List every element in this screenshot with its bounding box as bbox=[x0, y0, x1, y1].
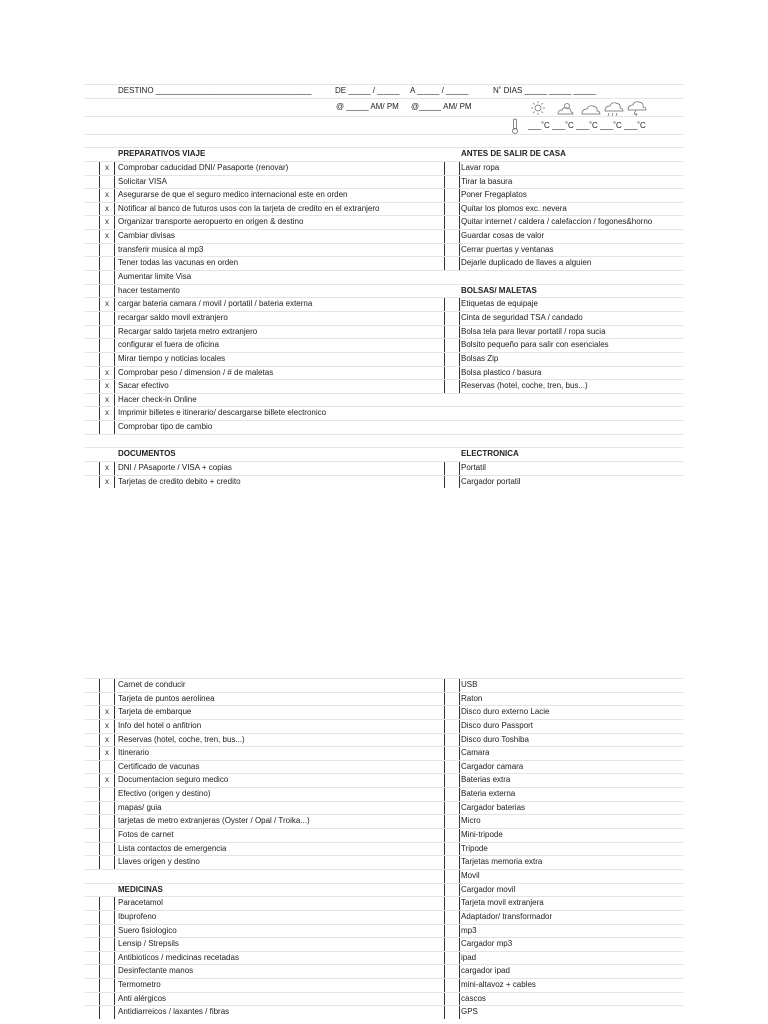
item-label: Bolsa tela para llevar portatil / ropa sucia bbox=[461, 326, 606, 336]
item-label: Solicitar VISA bbox=[118, 176, 167, 186]
item-label: Disco duro Passport bbox=[461, 720, 534, 730]
checklist-row bbox=[85, 951, 683, 965]
checklist-row bbox=[85, 420, 683, 434]
checkbox[interactable] bbox=[99, 856, 115, 869]
num-days-field[interactable]: N˚ DIAS _____ _____ _____ bbox=[493, 86, 596, 95]
checkbox[interactable] bbox=[444, 965, 460, 978]
item-label: Desinfectante manos bbox=[118, 966, 194, 976]
checkbox[interactable] bbox=[99, 353, 115, 366]
checklist-row bbox=[85, 964, 683, 978]
section-title: BOLSAS/ MALETAS bbox=[461, 285, 537, 295]
checkbox[interactable] bbox=[444, 176, 460, 189]
checklist-row bbox=[85, 188, 683, 202]
item-label: USB bbox=[461, 680, 478, 689]
item-label: Hacer check-in Online bbox=[118, 394, 197, 404]
checklist-row bbox=[85, 719, 683, 733]
item-label: Documentacion seguro medico bbox=[118, 775, 229, 785]
checklist-row bbox=[85, 297, 683, 311]
checkbox[interactable] bbox=[444, 476, 460, 489]
checkbox[interactable] bbox=[99, 829, 115, 842]
item-label: Antidiarreicos / laxantes / fibras bbox=[118, 1007, 230, 1017]
item-label: Lensip / Strepsils bbox=[118, 939, 179, 949]
item-label: Tarjeta de embarque bbox=[118, 707, 192, 717]
item-label: Portatil bbox=[461, 463, 486, 473]
item-label: Cerrar puertas y ventanas bbox=[461, 244, 554, 254]
checkbox[interactable] bbox=[99, 679, 115, 692]
checklist-row bbox=[85, 869, 683, 883]
checkbox[interactable] bbox=[444, 734, 460, 747]
item-label: Carnet de conducir bbox=[118, 680, 186, 689]
checkbox[interactable] bbox=[444, 747, 460, 760]
checkbox[interactable] bbox=[444, 216, 460, 229]
checkbox[interactable] bbox=[99, 815, 115, 828]
checkbox[interactable]: x bbox=[99, 367, 115, 380]
checklist-row bbox=[85, 256, 683, 270]
item-label: Bolsa plastico / basura bbox=[461, 367, 542, 377]
checklist-row bbox=[85, 896, 683, 910]
item-label: Itinerario bbox=[118, 748, 150, 758]
checklist-row bbox=[85, 379, 683, 393]
item-label: Adaptador/ transformador bbox=[461, 911, 553, 921]
storm-cloud-icon bbox=[628, 101, 646, 116]
checklist-row bbox=[85, 828, 683, 842]
checklist-row bbox=[85, 202, 683, 216]
checkbox[interactable]: x bbox=[99, 298, 115, 311]
item-label: Suero fisiologico bbox=[118, 925, 177, 935]
item-label: Cargador baterias bbox=[461, 802, 526, 812]
checkbox[interactable] bbox=[444, 897, 460, 910]
sun-icon bbox=[531, 101, 545, 115]
checkbox[interactable] bbox=[444, 230, 460, 243]
checkbox[interactable] bbox=[99, 979, 115, 992]
checkbox[interactable] bbox=[99, 244, 115, 257]
checklist-row bbox=[85, 692, 683, 706]
checkbox[interactable]: x bbox=[99, 407, 115, 420]
checkbox[interactable] bbox=[99, 788, 115, 801]
checkbox[interactable] bbox=[99, 421, 115, 434]
checkbox[interactable]: x bbox=[99, 747, 115, 760]
checklist-row bbox=[85, 883, 683, 897]
checkbox[interactable] bbox=[99, 693, 115, 706]
checkbox[interactable] bbox=[99, 257, 115, 270]
checkbox[interactable] bbox=[99, 1006, 115, 1019]
checklist-row bbox=[85, 229, 683, 243]
checklist-row bbox=[85, 434, 683, 448]
item-label: ipad bbox=[461, 952, 477, 962]
checklist-row bbox=[85, 746, 683, 760]
checkbox[interactable] bbox=[444, 720, 460, 733]
checklist-row bbox=[85, 937, 683, 951]
item-label: Cinta de seguridad TSA / candado bbox=[461, 312, 583, 322]
checklist-row bbox=[85, 801, 683, 815]
checkbox[interactable] bbox=[444, 815, 460, 828]
checkbox[interactable]: x bbox=[99, 462, 115, 475]
checklist-row bbox=[85, 406, 683, 420]
checklist-row bbox=[85, 393, 683, 407]
checkbox[interactable] bbox=[444, 706, 460, 719]
checkbox[interactable] bbox=[444, 162, 460, 175]
item-label: Notificar al banco de futuros usos con la tarjeta de credito en el extranjero bbox=[118, 203, 380, 213]
arrival-time-field[interactable]: @_____ AM/ PM bbox=[411, 101, 472, 111]
item-label: tarjetas de metro extranjeras (Oyster / Opal / Troika...) bbox=[118, 816, 310, 826]
bottom-checklist bbox=[85, 678, 683, 1019]
item-label: cascos bbox=[461, 993, 486, 1003]
checklist-row bbox=[85, 842, 683, 856]
checkbox[interactable] bbox=[99, 993, 115, 1006]
checkbox[interactable] bbox=[444, 802, 460, 815]
checklist-sheet-bottom bbox=[85, 678, 683, 1019]
section-title: MEDICINAS bbox=[118, 884, 163, 894]
item-label: Micro bbox=[461, 816, 481, 826]
checklist-row bbox=[85, 705, 683, 719]
item-label: mp3 bbox=[461, 925, 477, 935]
checkbox[interactable]: x bbox=[99, 216, 115, 229]
item-label: Organizar transporte aeropuerto en origen & destino bbox=[118, 217, 304, 227]
checkbox[interactable]: x bbox=[99, 203, 115, 216]
checkbox[interactable] bbox=[99, 339, 115, 352]
checklist-row bbox=[85, 733, 683, 747]
checkbox[interactable] bbox=[444, 1006, 460, 1019]
item-label: Dejarle duplicado de llaves a alguien bbox=[461, 258, 592, 268]
checkbox[interactable] bbox=[99, 925, 115, 938]
checklist-row bbox=[85, 147, 683, 161]
checkbox[interactable] bbox=[444, 952, 460, 965]
item-label: Termometro bbox=[118, 980, 161, 990]
item-label: mini-altavoz + cables bbox=[461, 980, 536, 990]
item-label: Mirar tiempo y noticias locales bbox=[118, 353, 226, 363]
checkbox[interactable] bbox=[99, 312, 115, 325]
checkbox[interactable]: x bbox=[99, 706, 115, 719]
destino-field[interactable]: DESTINO ___________________________________ bbox=[118, 86, 312, 95]
item-label: Poner Fregaplatos bbox=[461, 190, 527, 200]
checkbox[interactable] bbox=[444, 326, 460, 339]
checkbox[interactable] bbox=[99, 897, 115, 910]
checkbox[interactable] bbox=[444, 774, 460, 787]
section-title: PREPARATIVOS VIAJE bbox=[118, 149, 206, 159]
checkbox[interactable]: x bbox=[99, 734, 115, 747]
weather-icons-svg bbox=[525, 99, 650, 117]
checkbox[interactable]: x bbox=[99, 189, 115, 202]
checkbox[interactable] bbox=[444, 993, 460, 1006]
item-label: Ibuprofeno bbox=[118, 911, 157, 921]
item-label: GPS bbox=[461, 1007, 478, 1017]
item-label: Tripode bbox=[461, 843, 488, 853]
checklist-row bbox=[85, 270, 683, 284]
checkbox[interactable] bbox=[444, 244, 460, 257]
cloud-icon bbox=[582, 105, 600, 113]
checklist-row bbox=[85, 311, 683, 325]
item-label: transferir musica al mp3 bbox=[118, 244, 204, 254]
checkbox[interactable] bbox=[444, 693, 460, 706]
item-label: Quitar internet / caldera / calefaccion / fogones&horno bbox=[461, 217, 653, 227]
item-label: Antibioticos / medicinas recetadas bbox=[118, 952, 239, 962]
checkbox[interactable] bbox=[444, 870, 460, 883]
checklist-row bbox=[85, 475, 683, 489]
item-label: Cargador mp3 bbox=[461, 939, 513, 949]
rain-cloud-icon bbox=[605, 102, 623, 115]
item-label: cargador ipad bbox=[461, 966, 510, 976]
partly-cloudy-icon bbox=[558, 103, 573, 114]
item-label: Cargador movil bbox=[461, 884, 516, 894]
item-label: Tarjeta de puntos aerolinea bbox=[118, 693, 215, 703]
item-label: Llaves origen y destino bbox=[118, 857, 200, 867]
checklist-row bbox=[85, 366, 683, 380]
checklist-row bbox=[85, 978, 683, 992]
checkbox[interactable] bbox=[444, 979, 460, 992]
checklist-row bbox=[85, 773, 683, 787]
checklist-row bbox=[85, 461, 683, 475]
item-label: Tarjetas memoria extra bbox=[461, 857, 543, 867]
item-label: Imprimir billetes e itinerario/ descargarse billete electronico bbox=[118, 408, 327, 418]
checkbox[interactable]: x bbox=[99, 476, 115, 489]
section-title: ANTES DE SALIR DE CASA bbox=[461, 149, 566, 159]
checklist-row bbox=[85, 284, 683, 298]
checkbox[interactable]: x bbox=[99, 720, 115, 733]
item-label: Info del hotel o anfitrion bbox=[118, 720, 202, 730]
item-label: Cambiar divisas bbox=[118, 231, 175, 241]
item-label: Reservas (hotel, coche, tren, bus...) bbox=[461, 381, 588, 391]
item-label: Bateria externa bbox=[461, 789, 516, 799]
item-label: Paracetamol bbox=[118, 898, 163, 908]
checkbox[interactable] bbox=[444, 925, 460, 938]
checkbox[interactable] bbox=[99, 176, 115, 189]
checkbox[interactable] bbox=[444, 380, 460, 393]
item-label: Tener todas las vacunas en orden bbox=[118, 258, 239, 268]
date-to-field[interactable]: A _____ / _____ bbox=[410, 86, 469, 95]
top-checklist bbox=[85, 147, 683, 488]
item-label: Tirar la basura bbox=[461, 176, 513, 186]
checkbox[interactable] bbox=[99, 911, 115, 924]
checkbox[interactable] bbox=[444, 189, 460, 202]
item-label: Movil bbox=[461, 870, 480, 880]
checklist-row bbox=[85, 855, 683, 869]
checkbox[interactable] bbox=[444, 203, 460, 216]
checkbox[interactable] bbox=[444, 679, 460, 692]
item-label: Camara bbox=[461, 748, 490, 758]
checkbox[interactable] bbox=[444, 462, 460, 475]
checkbox[interactable] bbox=[444, 938, 460, 951]
checkbox[interactable] bbox=[444, 353, 460, 366]
checklist-row bbox=[85, 924, 683, 938]
item-label: recargar saldo movil extranjero bbox=[118, 312, 228, 322]
item-label: Disco duro externo Lacie bbox=[461, 707, 550, 717]
checkbox[interactable] bbox=[99, 326, 115, 339]
checkbox[interactable]: x bbox=[99, 230, 115, 243]
checklist-row bbox=[85, 338, 683, 352]
checkbox[interactable]: x bbox=[99, 394, 115, 407]
checkbox[interactable] bbox=[444, 843, 460, 856]
item-label: Cargador portatil bbox=[461, 476, 521, 486]
item-label: Quitar los plomos exc. nevera bbox=[461, 203, 567, 213]
item-label: Comprobar caducidad DNI/ Pasaporte (renovar) bbox=[118, 162, 289, 172]
checklist-row bbox=[85, 215, 683, 229]
departure-time-field[interactable]: @ _____ AM/ PM bbox=[336, 101, 399, 111]
checklist-row bbox=[85, 992, 683, 1006]
checklist-row bbox=[85, 243, 683, 257]
item-label: Comprobar tipo de cambio bbox=[118, 422, 213, 432]
item-label: cargar bateria camara / movil / portatil / bateria externa bbox=[118, 299, 313, 309]
checkbox[interactable]: x bbox=[99, 774, 115, 787]
checkbox[interactable] bbox=[444, 257, 460, 270]
checklist-row bbox=[85, 352, 683, 366]
item-label: Tarjeta movil extranjera bbox=[461, 898, 544, 908]
item-label: Fotos de carnet bbox=[118, 830, 174, 840]
checklist-row bbox=[85, 678, 683, 692]
checkbox[interactable] bbox=[99, 843, 115, 856]
checklist-row bbox=[85, 760, 683, 774]
item-label: Cargador camara bbox=[461, 761, 524, 771]
checkbox[interactable] bbox=[444, 911, 460, 924]
item-label: Anti alérgicos bbox=[118, 993, 167, 1003]
checkbox[interactable] bbox=[444, 367, 460, 380]
checkbox[interactable] bbox=[444, 339, 460, 352]
header-row-3 bbox=[85, 116, 683, 134]
item-label: Asegurarse de que el seguro medico internacional este en orden bbox=[118, 190, 348, 200]
section-title: DOCUMENTOS bbox=[118, 449, 176, 459]
checkbox[interactable] bbox=[99, 802, 115, 815]
checkbox[interactable] bbox=[444, 856, 460, 869]
item-label: Disco duro Toshiba bbox=[461, 734, 529, 744]
checkbox[interactable] bbox=[444, 312, 460, 325]
spacer-row bbox=[85, 134, 683, 148]
checkbox[interactable] bbox=[444, 298, 460, 311]
checkbox[interactable]: x bbox=[99, 380, 115, 393]
checklist-row bbox=[85, 447, 683, 461]
item-label: Sacar efectivo bbox=[118, 381, 169, 391]
checkbox[interactable] bbox=[99, 761, 115, 774]
item-label: configurar el fuera de oficina bbox=[118, 340, 219, 350]
checklist-row bbox=[85, 175, 683, 189]
checkbox[interactable] bbox=[99, 952, 115, 965]
item-label: Efectivo (origen y destino) bbox=[118, 789, 211, 799]
checkbox[interactable] bbox=[444, 788, 460, 801]
checklist-row bbox=[85, 161, 683, 175]
item-label: Lista contactos de emergencia bbox=[118, 843, 227, 853]
item-label: Mini-tripode bbox=[461, 830, 503, 840]
checklist-row bbox=[85, 787, 683, 801]
item-label: Etiquetas de equipaje bbox=[461, 299, 538, 309]
checklist-row bbox=[85, 325, 683, 339]
item-label: Recargar saldo tarjeta metro extranjero bbox=[118, 326, 258, 336]
item-label: Baterias extra bbox=[461, 775, 511, 785]
checklist-row bbox=[85, 814, 683, 828]
checkbox[interactable] bbox=[99, 271, 115, 284]
item-label: Bolsas Zip bbox=[461, 353, 499, 363]
item-label: hacer testamento bbox=[118, 285, 180, 295]
checkbox[interactable] bbox=[444, 761, 460, 774]
checkbox[interactable] bbox=[99, 965, 115, 978]
item-label: DNI / PAsaporte / VISA + copias bbox=[118, 463, 232, 473]
item-label: Certificado de vacunas bbox=[118, 761, 200, 771]
item-label: Reservas (hotel, coche, tren, bus...) bbox=[118, 734, 245, 744]
item-label: Aumentar limite Visa bbox=[118, 272, 192, 282]
item-label: mapas/ guia bbox=[118, 802, 162, 812]
checklist-sheet-top bbox=[85, 84, 683, 488]
header-row-1 bbox=[85, 84, 683, 98]
checkbox[interactable] bbox=[99, 938, 115, 951]
header-row-2 bbox=[85, 98, 683, 116]
section-title: ELECTRONICA bbox=[461, 449, 519, 459]
temperature-fields[interactable]: ___˚C ___˚C ___˚C ___˚C ___˚C bbox=[528, 120, 646, 130]
checkbox[interactable] bbox=[99, 285, 115, 298]
item-label: Guardar cosas de valor bbox=[461, 231, 545, 241]
item-label: Tarjetas de credito debito + credito bbox=[118, 476, 241, 486]
checklist-row bbox=[85, 910, 683, 924]
date-from-field[interactable]: DE _____ / _____ bbox=[335, 86, 400, 95]
checkbox[interactable] bbox=[444, 829, 460, 842]
checklist-row bbox=[85, 1005, 683, 1019]
item-label: Lavar ropa bbox=[461, 162, 500, 172]
checkbox[interactable] bbox=[444, 884, 460, 897]
item-label: Bolsito pequeño para salir con esenciales bbox=[461, 340, 609, 350]
item-label: Comprobar peso / dimension / # de maletas bbox=[118, 367, 274, 377]
item-label: Raton bbox=[461, 693, 483, 703]
checkbox[interactable]: x bbox=[99, 162, 115, 175]
